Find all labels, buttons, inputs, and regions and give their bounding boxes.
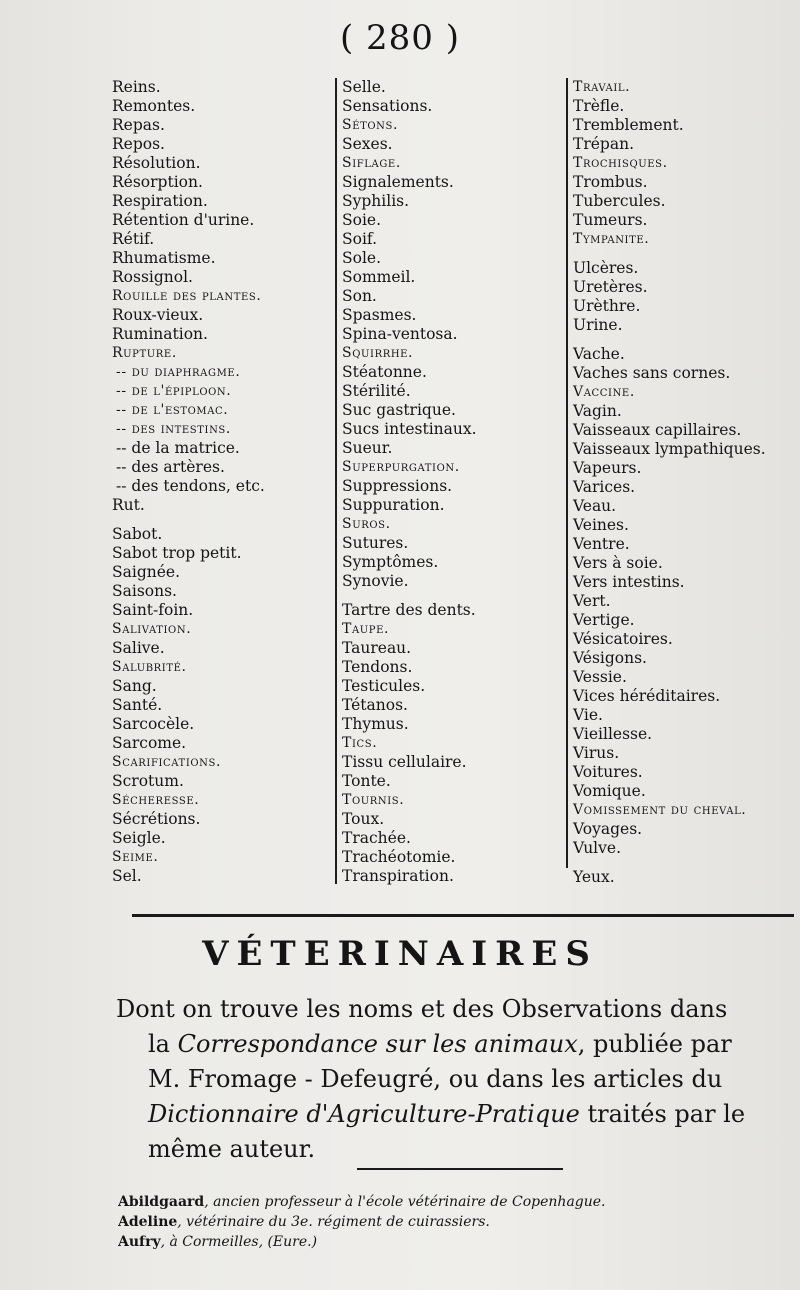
section-rule xyxy=(132,914,794,917)
index-entry: Ventre. xyxy=(573,535,630,553)
index-entry: Ulcères. xyxy=(573,259,639,277)
index-entry: Santé. xyxy=(112,696,163,714)
index-entry: Tonte. xyxy=(342,772,391,790)
index-entry: Sucs intestinaux. xyxy=(342,420,477,438)
index-entry: Rut. xyxy=(112,496,145,514)
index-entry: Résolution. xyxy=(112,154,201,172)
index-entry: Rumination. xyxy=(112,325,208,343)
index-entry: Repas. xyxy=(112,116,165,134)
index-entry: -- de l'épiploon. xyxy=(116,383,232,399)
index-entry: Vagin. xyxy=(573,402,622,420)
index-entry: Vices héréditaires. xyxy=(573,687,721,705)
index-entry: Sole. xyxy=(342,249,382,267)
index-entry: Vieillesse. xyxy=(573,725,653,743)
index-entry: Sommeil. xyxy=(342,268,416,286)
index-entry: Reins. xyxy=(112,78,161,96)
index-entry: Tournis. xyxy=(342,792,405,808)
index-entry: Siflage. xyxy=(342,155,401,171)
index-entry: Toux. xyxy=(342,810,385,828)
index-entry: Vache. xyxy=(573,345,625,363)
column-divider xyxy=(335,78,337,884)
index-entry: Sel. xyxy=(112,867,142,885)
index-entry: -- des intestins. xyxy=(116,421,231,437)
index-entry: Taureau. xyxy=(342,639,412,657)
index-entry: Trachéotomie. xyxy=(342,848,456,866)
index-entry: Trèfle. xyxy=(573,97,625,115)
index-entry: Vaisseaux capillaires. xyxy=(573,421,742,439)
index-entry: Spasmes. xyxy=(342,306,417,324)
column-divider xyxy=(566,78,568,868)
index-entry: Taupe. xyxy=(342,621,390,637)
desc-text: la xyxy=(148,1030,178,1058)
veterinarian-entry xyxy=(118,1192,778,1212)
page-number: ( 280 ) xyxy=(339,18,461,58)
index-entry: Trombus. xyxy=(573,173,648,191)
index-entry: Tendons. xyxy=(342,658,413,676)
index-entry: Sueur. xyxy=(342,439,393,457)
index-entry: Saignée. xyxy=(112,563,180,581)
index-column-1 xyxy=(112,78,265,886)
index-entry: Rhumatisme. xyxy=(112,249,216,267)
index-entry: -- du diaphragme. xyxy=(116,364,241,380)
vet-name: Adeline xyxy=(118,1214,178,1230)
veterinarian-entry xyxy=(118,1212,778,1232)
index-entry: Vaches sans cornes. xyxy=(573,364,731,382)
index-entry: Sang. xyxy=(112,677,157,695)
index-entry: Résorption. xyxy=(112,173,203,191)
desc-line: même auteur. xyxy=(148,1135,316,1163)
index-entry: Saint-foin. xyxy=(112,601,194,619)
index-entry: Rétif. xyxy=(112,230,155,248)
vet-description: , vétérinaire du 3e. régiment de cuirassiers. xyxy=(177,1214,490,1230)
index-entry: Urèthre. xyxy=(573,297,641,315)
index-entry: Synovie. xyxy=(342,572,409,590)
index-entry: Sétons. xyxy=(342,117,399,133)
desc-italic-title: Correspondance sur les animaux xyxy=(177,1030,578,1058)
index-entry: Salubrité. xyxy=(112,659,187,675)
index-entry: Vie. xyxy=(573,706,603,724)
index-entry: Trachée. xyxy=(342,829,411,847)
index-entry: Sécrétions. xyxy=(112,810,201,828)
index-entry: Vers intestins. xyxy=(573,573,685,591)
desc-text: traités par le xyxy=(579,1100,746,1128)
index-entry: Rétention d'urine. xyxy=(112,211,255,229)
index-entry: Virus. xyxy=(573,744,620,762)
index-entry: Suc gastrique. xyxy=(342,401,456,419)
index-entry: Vert. xyxy=(573,592,611,610)
vet-name: Abildgaard xyxy=(118,1194,205,1210)
index-entry: Saisons. xyxy=(112,582,177,600)
index-entry: Veines. xyxy=(573,516,629,534)
section-title: VÉTERINAIRES xyxy=(202,934,598,974)
index-entry: Tubercules. xyxy=(573,192,666,210)
index-entry: Tumeurs. xyxy=(573,211,648,229)
index-entry: Salivation. xyxy=(112,621,192,637)
index-entry: Tympanite. xyxy=(573,231,650,247)
index-entry: Sarcome. xyxy=(112,734,187,752)
index-entry: Sarcocèle. xyxy=(112,715,195,733)
index-entry: Tics. xyxy=(342,735,378,751)
index-entry: Soie. xyxy=(342,211,382,229)
index-entry: Suros. xyxy=(342,516,391,532)
index-entry: Tétanos. xyxy=(342,696,408,714)
index-entry: Vomique. xyxy=(573,782,646,800)
desc-line xyxy=(116,1097,800,1132)
index-entry: Symptômes. xyxy=(342,553,439,571)
desc-line xyxy=(116,1027,800,1062)
index-entry: -- des tendons, etc. xyxy=(116,477,265,495)
index-entry: Superpurgation. xyxy=(342,459,460,475)
index-entry: Seigle. xyxy=(112,829,166,847)
index-entry: Syphilis. xyxy=(342,192,410,210)
index-entry: Vaccine. xyxy=(573,384,635,400)
index-entry: Son. xyxy=(342,287,377,305)
index-entry: Rouille des plantes. xyxy=(112,288,262,304)
index-entry: -- des artères. xyxy=(116,458,225,476)
index-entry: Transpiration. xyxy=(342,867,454,885)
index-entry: Travail. xyxy=(573,79,631,95)
index-entry: Tartre des dents. xyxy=(342,601,476,619)
veterinarian-list xyxy=(118,1192,778,1252)
index-entry: Varices. xyxy=(573,478,636,496)
index-entry: Sexes. xyxy=(342,135,393,153)
index-entry: Repos. xyxy=(112,135,165,153)
index-entry: Testicules. xyxy=(342,677,426,695)
divider-rule xyxy=(357,1168,563,1170)
index-entry: Roux-vieux. xyxy=(112,306,204,324)
desc-line: M. Fromage - Defeugré, ou dans les articles du xyxy=(148,1065,723,1093)
vet-description: , ancien professeur à l'école vétérinaire de Copenhague. xyxy=(204,1194,606,1210)
index-entry: Veau. xyxy=(573,497,617,515)
desc-line: Dont on trouve les noms et des Observations dans xyxy=(116,995,728,1023)
index-entry: Sabot trop petit. xyxy=(112,544,242,562)
index-entry: Respiration. xyxy=(112,192,208,210)
index-column-2 xyxy=(342,78,477,886)
index-entry: Trochisques. xyxy=(573,155,668,171)
index-entry: Scrotum. xyxy=(112,772,184,790)
index-entry: Stéatonne. xyxy=(342,363,427,381)
index-entry: -- de l'estomac. xyxy=(116,402,229,418)
index-entry: Thymus. xyxy=(342,715,409,733)
index-entry: Rossignol. xyxy=(112,268,193,286)
index-entry: Suppressions. xyxy=(342,477,453,495)
index-entry: Yeux. xyxy=(573,868,615,886)
vet-name: Aufry xyxy=(118,1234,161,1250)
section-description xyxy=(116,992,800,1167)
index-entry: Vésigons. xyxy=(573,649,647,667)
index-column-3 xyxy=(573,78,766,887)
index-columns xyxy=(0,78,800,890)
desc-italic-title: Dictionnaire d'Agriculture-Pratique xyxy=(148,1100,580,1128)
index-entry: Signalements. xyxy=(342,173,454,191)
index-entry: Vers à soie. xyxy=(573,554,663,572)
index-entry: Seime. xyxy=(112,849,159,865)
index-entry: Vésicatoires. xyxy=(573,630,673,648)
index-entry: Soif. xyxy=(342,230,378,248)
index-entry: Voitures. xyxy=(573,763,643,781)
index-entry: Rupture. xyxy=(112,345,177,361)
vet-description: , à Cormeilles, (Eure.) xyxy=(160,1234,318,1250)
index-entry: Sabot. xyxy=(112,525,163,543)
index-entry: Scarifications. xyxy=(112,754,222,770)
index-entry: Sécheresse. xyxy=(112,792,200,808)
index-entry: Sutures. xyxy=(342,534,409,552)
index-entry: Vapeurs. xyxy=(573,459,642,477)
index-entry: Vulve. xyxy=(573,839,621,857)
index-entry: Squirrhe. xyxy=(342,345,414,361)
index-entry: Selle. xyxy=(342,78,386,96)
index-entry: Voyages. xyxy=(573,820,643,838)
index-entry: Vertige. xyxy=(573,611,635,629)
index-entry: Tremblement. xyxy=(573,116,684,134)
index-entry: Stérilité. xyxy=(342,382,411,400)
veterinarian-entry xyxy=(118,1232,778,1252)
index-entry: Sensations. xyxy=(342,97,433,115)
desc-text: , publiée par xyxy=(577,1030,732,1058)
index-entry: Remontes. xyxy=(112,97,196,115)
index-entry: Spina-ventosa. xyxy=(342,325,458,343)
index-entry: Urine. xyxy=(573,316,623,334)
index-entry: Suppuration. xyxy=(342,496,445,514)
index-entry: Salive. xyxy=(112,639,165,657)
index-entry: Vomissement du cheval. xyxy=(573,802,747,818)
index-entry: Vessie. xyxy=(573,668,627,686)
index-entry: Trépan. xyxy=(573,135,634,153)
index-entry: Vaisseaux lympathiques. xyxy=(573,440,766,458)
index-entry: -- de la matrice. xyxy=(116,439,240,457)
index-entry: Uretères. xyxy=(573,278,648,296)
index-entry: Tissu cellulaire. xyxy=(342,753,467,771)
